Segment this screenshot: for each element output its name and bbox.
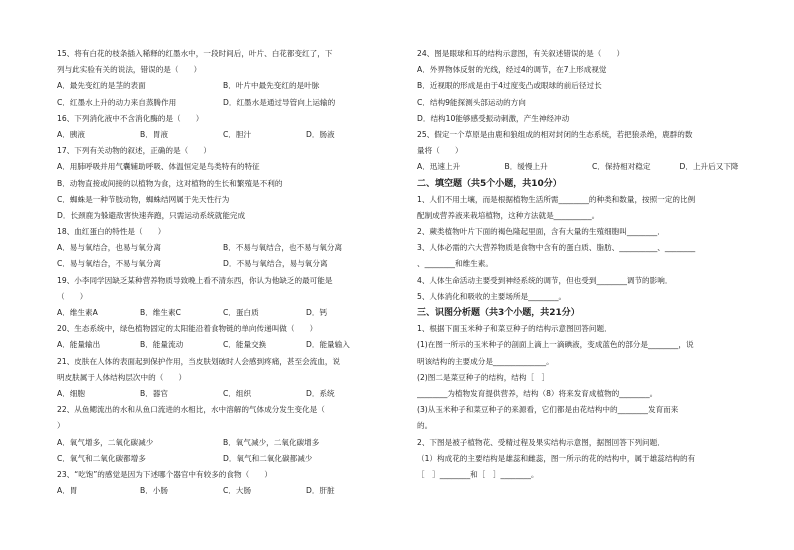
- answer-option: D．氧气和二氧化碳都减少: [223, 453, 313, 463]
- answer-option: B．叶片中最先变红的是叶脉: [223, 81, 320, 91]
- answer-option: A．迅速上升: [417, 162, 461, 172]
- text-line: 1、根据下面玉米种子和菜豆种子的结构示意图回答问题．: [417, 324, 612, 334]
- answer-option: C．组织: [223, 388, 252, 398]
- answer-option: B．小肠: [140, 486, 168, 496]
- text-line: 23、“吃饱”的感觉是因为下述哪个器官中有较多的食物（ ）: [57, 469, 272, 479]
- text-line: 5、人体消化和吸收的主要场所是________。: [417, 291, 567, 301]
- text-line: （1）构成花的主要结构是雄蕊和雌蕊，图一所示的花的结构中，属于雄蕊结构的有: [417, 453, 696, 463]
- option-row: [57, 78, 389, 94]
- left-column: [57, 46, 389, 499]
- text-line: (3)从玉米种子和菜豆种子的来源看，它们都是由花结构中的________发育而来: [417, 405, 679, 415]
- section-heading: 三、识图分析题（共3个小题，共21分）: [417, 308, 580, 318]
- text-line: 配制成营养液来栽培植物，这种方法就是__________。: [417, 210, 600, 220]
- text-line: 列与此实验有关的说法，错误的是（ ）: [57, 65, 202, 75]
- option-row: [57, 305, 389, 321]
- answer-option: A．维生素A: [57, 308, 98, 317]
- answer-option: D．肝脏: [306, 486, 335, 496]
- text-line: D．结构10能够感受振动刺激，产生神经冲动: [417, 113, 570, 123]
- answer-option: D．能量输入: [306, 340, 350, 350]
- text-line: B．近视眼的形成是由于4过度变凸或眼球的前后径过长: [417, 81, 602, 91]
- text-line: B．动物直接或间接的以植物为食，这对植物的生长和繁殖是不利的: [57, 178, 283, 188]
- answer-option: D．肠液: [306, 129, 335, 139]
- option-row: [57, 435, 389, 451]
- text-line: 18、血红蛋白的特性是（ ）: [57, 227, 166, 237]
- text-line: D．长颈鹿为躲避敌害快速奔跑，只需运动系统就能完成: [57, 210, 246, 220]
- text-line: A．用肺呼吸并用气囊辅助呼吸、体温恒定是鸟类特有的特征: [57, 162, 260, 172]
- option-row: [57, 127, 389, 143]
- section-heading: 二、填空题（共5个小题，共10分）: [417, 178, 562, 189]
- text-line: 2、蕨类植物叶片下面的褐色隆起里面，含有大量的生殖细胞叫________．: [417, 227, 665, 237]
- option-row: [57, 451, 389, 467]
- text-line: 、________和维生素。: [417, 259, 493, 269]
- option-row: [57, 483, 389, 499]
- answer-option: A．易与氧结合，也易与氧分离: [57, 243, 161, 253]
- answer-option: D．系统: [306, 388, 335, 398]
- answer-option: A．细胞: [57, 388, 85, 398]
- text-line: 明皮肤属于人体结构层次中的（ ）: [57, 372, 187, 382]
- answer-option: C．红墨水上升的动力来自蒸腾作用: [57, 97, 177, 107]
- text-line: 24、图是眼球和耳的结构示意图，有关叙述错误的是（ ）: [417, 49, 625, 58]
- answer-option: C．蛋白质: [223, 308, 259, 317]
- option-row: [57, 256, 389, 272]
- answer-option: A．胃: [57, 486, 78, 496]
- text-line: ）: [57, 421, 65, 431]
- text-line: 4、人体生命活动主要受到神经系统的调节，但也受到________调节的影响．: [417, 275, 673, 285]
- answer-option: C．能量交换: [223, 340, 267, 350]
- option-row: [57, 337, 389, 353]
- text-line: A．外界物体反射的光线，经过4的调节，在7上形成视觉: [417, 65, 607, 75]
- answer-option: A．胰液: [57, 129, 85, 139]
- right-column: [417, 46, 767, 483]
- text-line: 20、生态系统中，绿色植物固定的太阳能沿着食物链的单向传递叫做（ ）: [57, 324, 318, 334]
- text-line: 21、皮肤在人体的表面起到保护作用，当皮肤划破时人会感到疼痛，甚至会流血，说: [57, 356, 341, 366]
- answer-option: B．能量流动: [140, 340, 184, 350]
- answer-option: B．缓慢上升: [504, 162, 548, 172]
- answer-option: A．氧气增多，二氧化碳减少: [57, 437, 154, 447]
- answer-option: B．不易与氧结合，也不易与氧分离: [223, 243, 343, 253]
- text-line: 的。: [417, 421, 433, 431]
- text-line: 2、下图是被子植物花、受精过程及果实结构示意图，据图回答下列问题．: [417, 437, 665, 447]
- answer-option: B．器官: [140, 388, 168, 398]
- text-line: 15、将有白花的枝条插入稀释的红墨水中，一段时间后，叶片、白花都变红了，下: [57, 49, 333, 58]
- text-line: C．蜘蛛是一种节肢动物，蜘蛛结网属于先天性行为: [57, 194, 230, 204]
- text-line: 25、假定一个草原是由鹿和狼组成的相对封闭的生态系统，若把狼杀绝，鹿群的数: [417, 129, 693, 139]
- answer-option: C．易与氧结合，不易与氧分离: [57, 259, 162, 269]
- option-row: [57, 240, 389, 256]
- answer-option: A．最先变红的是茎的表面: [57, 81, 146, 91]
- text-line: 22、从鱼鳃流出的水和从鱼口流进的水相比，水中溶解的气体成分发生变化是（: [57, 405, 325, 415]
- text-line: 16、下列消化液中不含消化酶的是（ ）: [57, 113, 204, 123]
- option-row: [57, 95, 389, 111]
- answer-option: C．保持相对稳定: [592, 162, 651, 172]
- answer-option: A．能量输出: [57, 340, 101, 350]
- option-row: [57, 386, 389, 402]
- answer-option: C．氧气和二氧化碳都增多: [57, 453, 146, 463]
- answer-option: B．胃液: [140, 129, 168, 139]
- text-line: 3、人体必需的六大营养物质是食物中含有的蛋白质、脂肪、__________、________: [417, 243, 696, 253]
- answer-option: C．胆汁: [223, 129, 252, 139]
- text-line: ________为植物发育提供营养，结构（8）将来发育成植物的________。: [417, 388, 658, 398]
- text-line: （ ）: [57, 291, 88, 301]
- text-line: (1)在图一所示的玉米种子的剖面上滴上一滴碘液，变成蓝色的部分是________，说: [417, 340, 694, 350]
- text-line: 19、小李同学因缺乏某种营养物质导致晚上看不清东西，你认为他缺乏的最可能是: [57, 275, 333, 285]
- answer-option: D．上升后又下降: [679, 162, 739, 172]
- text-line: 明该结构的主要成分是______________。: [417, 356, 554, 366]
- text-line: (2)图二是菜豆种子的结构，结构［ ］: [417, 372, 550, 382]
- answer-option: B．氧气减少，二氧化碳增多: [223, 437, 320, 447]
- text-line: 1、人们不用土壤，而是根据植物生活所需________的种类和数量，按照一定的比例: [417, 194, 696, 204]
- answer-option: D．不易与氧结合，易与氧分离: [223, 259, 328, 269]
- option-row: [417, 159, 767, 175]
- answer-option: C．大肠: [223, 486, 252, 496]
- text-line: ［ ］________和［ ］________。: [417, 469, 539, 479]
- text-line: 量将（ ）: [417, 146, 463, 156]
- answer-option: B．维生素C: [140, 308, 181, 317]
- answer-option: D．红墨水是通过导管向上运输的: [223, 97, 336, 107]
- text-line: 17、下列有关动物的叙述，正确的是（ ）: [57, 146, 211, 156]
- answer-option: D．钙: [306, 308, 328, 317]
- text-line: C．结构9能探测头部运动的方向: [417, 97, 526, 107]
